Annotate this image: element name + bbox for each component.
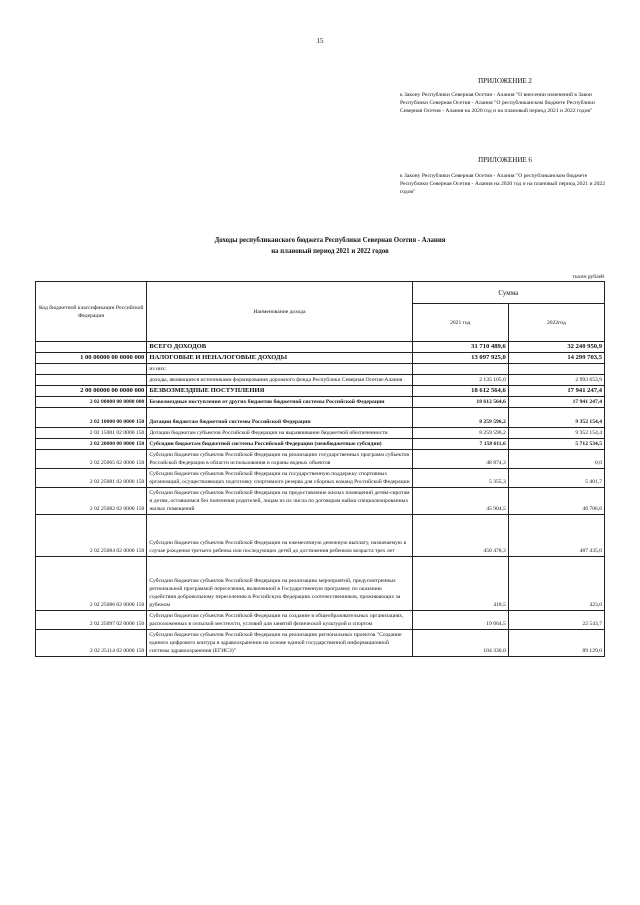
row-code: 2 02 25086 02 0000 150 xyxy=(36,557,147,611)
row-value-2022: 17 941 247,4 xyxy=(508,386,604,397)
row-value-2022: 46 706,6 xyxy=(508,488,604,515)
document-title xyxy=(60,235,600,257)
row-code: 2 02 25084 02 0000 150 xyxy=(36,515,147,557)
header-code: Код бюджетной классификации Российской Федерации xyxy=(36,282,147,342)
row-name: доходы, являющиеся источниками формирования дорожного фонда Республики Северная Осетия-Алания xyxy=(147,375,412,386)
header-name: Наименование дохода xyxy=(147,282,412,342)
table-row xyxy=(36,342,605,353)
row-code: 2 00 00000 00 0000 000 xyxy=(36,386,147,397)
title-line-1: Доходы республиканского бюджета Республики Северная Осетия - Алания xyxy=(214,237,446,244)
row-name: из них: xyxy=(147,364,412,375)
row-code: 2 02 25081 02 0000 150 xyxy=(36,469,147,488)
table-row xyxy=(36,469,605,488)
table-row xyxy=(36,488,605,515)
row-value-2021: 19 064,5 xyxy=(412,611,508,630)
row-value-2021: 48 874,3 xyxy=(412,450,508,469)
table-row xyxy=(36,408,605,428)
table-row xyxy=(36,439,605,450)
row-code: 2 02 25082 02 0000 150 xyxy=(36,488,147,515)
table-row xyxy=(36,375,605,386)
row-code: 1 00 00000 00 0000 000 xyxy=(36,353,147,364)
row-name: Дотации бюджетам субъектов Российской Федерации на выравнивание бюджетной обеспеченности xyxy=(147,428,412,439)
row-value-2021: 18 612 564,6 xyxy=(412,386,508,397)
table-row xyxy=(36,386,605,397)
page-number: 15 xyxy=(316,37,324,45)
row-code: 2 02 15001 02 0000 150 xyxy=(36,428,147,439)
row-name: ВСЕГО ДОХОДОВ xyxy=(147,342,412,353)
row-value-2022: 17 941 247,4 xyxy=(508,397,604,408)
row-value-2022: 5 401,7 xyxy=(508,469,604,488)
revenue-table xyxy=(35,281,605,657)
row-code: 2 02 00000 00 0000 000 xyxy=(36,397,147,408)
row-code: 2 02 25114 02 0000 150 xyxy=(36,630,147,657)
row-name: Субсидии бюджетам субъектов Российской Федерации на ежемесячную денежную выплату, назначаемую в случае рождения третьего ребенка или последующих детей до достижения ребенком возраста трех лет xyxy=(147,515,412,557)
appendix-2-text: к Закону Республики Северная Осетия - Алания "О внесении изменений в Закон Республики Северная Осетия - Алания "О республиканском бюджете Республики Северная Осетия - Алания на 2020 год и на плановый период 2021 и 2022 годов" xyxy=(400,92,595,114)
appendix-6-text: к Закону Республики Северная Осетия - Алания "О республиканском бюджете Республики Северная Осетия - Алания на 2020 год и на плановый период 2021 и 2022 годов" xyxy=(400,173,606,195)
table-row xyxy=(36,353,605,364)
row-name: Субсидии бюджетам субъектов Российской Федерации на реализацию мероприятий, предусмотренных региональной программой переселения, включенной в Государственную программу по оказанию содействия добровольному переселению в Российскую Федерацию соотечественников, проживающих за рубежом xyxy=(147,557,412,611)
row-code xyxy=(36,364,147,375)
row-value-2022: 32 240 950,9 xyxy=(508,342,604,353)
units-label: тысяч рублей xyxy=(572,274,604,280)
row-code: 2 02 25065 02 0000 150 xyxy=(36,450,147,469)
title-line-2: на плановый период 2021 и 2022 годов xyxy=(271,248,389,255)
row-name: БЕЗВОЗМЕЗДНЫЕ ПОСТУПЛЕНИЯ xyxy=(147,386,412,397)
row-value-2022: 14 299 703,5 xyxy=(508,353,604,364)
row-value-2021 xyxy=(412,364,508,375)
appendix-2-title: ПРИЛОЖЕНИЕ 2 xyxy=(478,77,532,85)
table-row xyxy=(36,364,605,375)
row-value-2022: 487 435,0 xyxy=(508,515,604,557)
row-value-2021: 418,5 xyxy=(412,557,508,611)
row-value-2022: 89 129,0 xyxy=(508,630,604,657)
row-name: Субсидии бюджетам субъектов Российской Федерации на предоставление жилых помещений детям-сиротам и детям, оставшимся без попечения родителей, лицам из их числа по договорам найма специализированных жилых помещений xyxy=(147,488,412,515)
row-value-2022: 9 352 154,4 xyxy=(508,428,604,439)
row-code xyxy=(36,375,147,386)
row-code: 2 02 20000 00 0000 150 xyxy=(36,439,147,450)
row-value-2021: 8 259 596,2 xyxy=(412,408,508,428)
row-name: Субсидии бюджетам субъектов Российской Федерации на государственную поддержку спортивных организаций, осуществляющих подготовку спортивного резерва для сборных команд Российской Федерации xyxy=(147,469,412,488)
row-value-2021: 45 904,5 xyxy=(412,488,508,515)
row-value-2021: 18 612 564,6 xyxy=(412,397,508,408)
row-value-2021: 2 135 105,0 xyxy=(412,375,508,386)
row-value-2021: 5 355,3 xyxy=(412,469,508,488)
row-value-2021: 7 158 611,6 xyxy=(412,439,508,450)
header-2022: 2022год xyxy=(508,304,604,342)
row-value-2022 xyxy=(508,364,604,375)
row-value-2021: 450 478,3 xyxy=(412,515,508,557)
row-name: Субсидии бюджетам бюджетной системы Российской Федерации (межбюджетные субсидии) xyxy=(147,439,412,450)
table-row xyxy=(36,450,605,469)
table-row xyxy=(36,397,605,408)
row-name: НАЛОГОВЫЕ И НЕНАЛОГОВЫЕ ДОХОДЫ xyxy=(147,353,412,364)
row-name: Субсидии бюджетам субъектов Российской Федерации на реализацию государственных программ субъектов Российской Федерации в области использования и охраны водных объектов xyxy=(147,450,412,469)
row-value-2021: 104 330,0 xyxy=(412,630,508,657)
header-sum: Сумма xyxy=(412,282,604,304)
row-value-2022: 22 543,7 xyxy=(508,611,604,630)
row-value-2022: 9 352 154,4 xyxy=(508,408,604,428)
header-2021: 2021 год xyxy=(412,304,508,342)
row-name: Дотации бюджетам бюджетной системы Российской Федерации xyxy=(147,408,412,428)
row-value-2022: 5 712 534,5 xyxy=(508,439,604,450)
row-name: Субсидии бюджетам субъектов Российской Федерации на создание в общеобразовательных организациях, расположенных в сельской местности, условий для занятий физической культурой и спортом xyxy=(147,611,412,630)
table-row xyxy=(36,515,605,557)
row-code: 2 02 25097 02 0000 150 xyxy=(36,611,147,630)
row-value-2021: 31 710 489,6 xyxy=(412,342,508,353)
table-row xyxy=(36,611,605,630)
appendix-6-title: ПРИЛОЖЕНИЕ 6 xyxy=(478,156,532,164)
row-name: Безвозмездные поступления от других бюджетов бюджетной системы Российской Федерации xyxy=(147,397,412,408)
table-row xyxy=(36,428,605,439)
row-value-2022: 423,0 xyxy=(508,557,604,611)
row-value-2022: 0,0 xyxy=(508,450,604,469)
row-code xyxy=(36,342,147,353)
table-row xyxy=(36,630,605,657)
row-code: 2 02 10000 00 0000 150 xyxy=(36,408,147,428)
row-value-2021: 8 259 596,2 xyxy=(412,428,508,439)
row-value-2022: 2 993 653,9 xyxy=(508,375,604,386)
row-value-2021: 13 097 925,0 xyxy=(412,353,508,364)
row-name: Субсидии бюджетам субъектов Российской Федерации на реализацию региональных проектов "Создание единого цифрового контура в здравоохранении на основе единой государственной информационной системы здравоохранения (ЕГИСЗ)" xyxy=(147,630,412,657)
table-row xyxy=(36,557,605,611)
